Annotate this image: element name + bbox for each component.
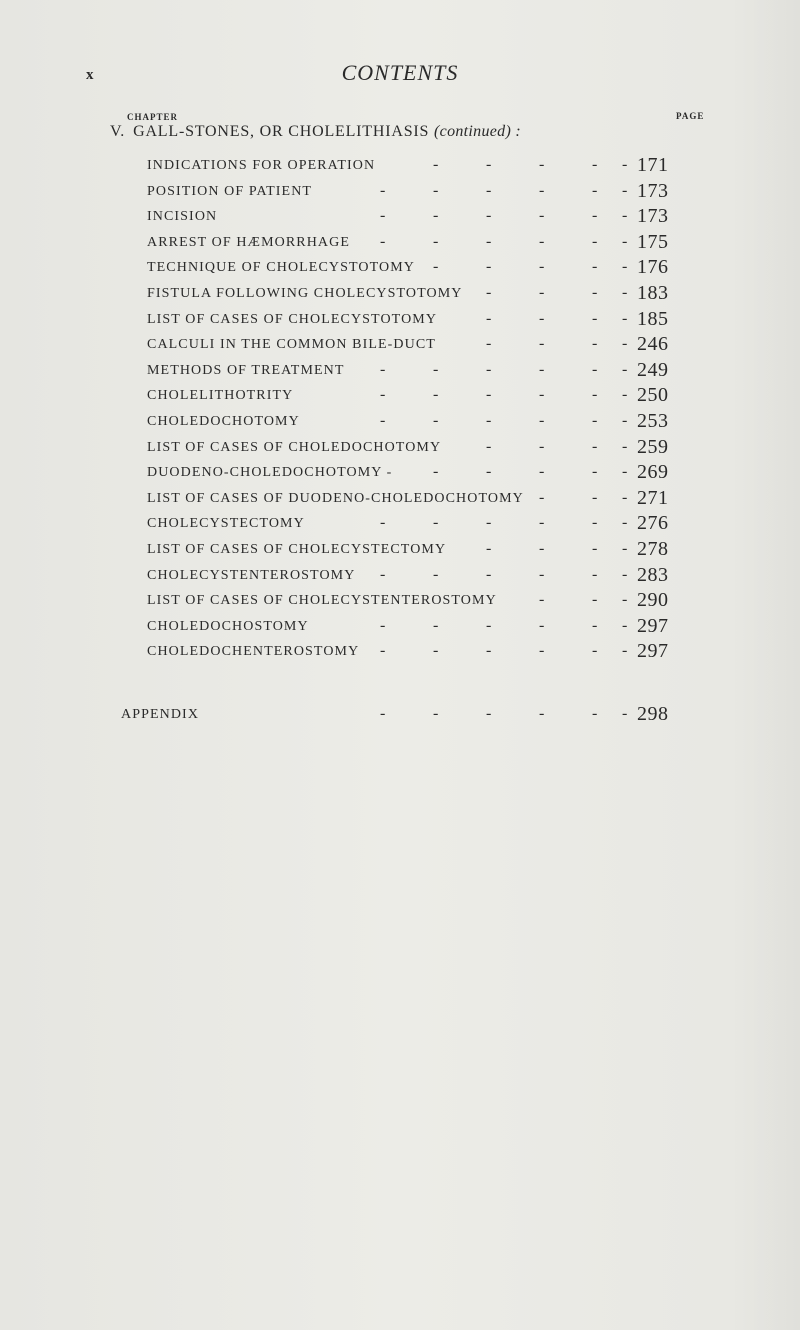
leader-dash: - bbox=[380, 232, 386, 250]
toc-entry bbox=[0, 207, 800, 233]
leader-dash: - bbox=[433, 463, 439, 481]
leader-dash: - bbox=[539, 232, 545, 250]
leader-dash: - bbox=[433, 258, 439, 276]
leader-dash: - bbox=[433, 642, 439, 660]
leader-dash: - bbox=[433, 386, 439, 404]
leader-dash: - bbox=[592, 514, 598, 532]
leader-dash: - bbox=[486, 181, 492, 199]
toc-entry-title: METHODS OF TREATMENT bbox=[147, 362, 345, 378]
leader-dash: - bbox=[622, 156, 628, 173]
toc-entry bbox=[0, 463, 800, 489]
toc-entry-page: 246 bbox=[637, 333, 669, 356]
leader-dash: - bbox=[622, 284, 628, 301]
toc-entry bbox=[0, 412, 800, 438]
leader-dash: - bbox=[486, 258, 492, 276]
leader-dash: - bbox=[486, 437, 492, 455]
toc-entry bbox=[0, 591, 800, 617]
toc-entry-title: LIST OF CASES OF CHOLECYSTECTOMY bbox=[147, 542, 447, 557]
leader-dash: - bbox=[380, 360, 386, 378]
toc-entry-page: 283 bbox=[637, 563, 669, 586]
leader-dash: - bbox=[539, 181, 545, 199]
leader-dash: - bbox=[486, 360, 492, 378]
chapter-continued: (continued) : bbox=[434, 123, 522, 140]
leader-dash: - bbox=[433, 705, 439, 722]
toc-entry-title: APPENDIX bbox=[121, 707, 200, 722]
chapter-title: GALL-STONES, OR CHOLELITHIASIS bbox=[133, 123, 430, 140]
leader-dash: - bbox=[622, 540, 628, 557]
leader-dash: - bbox=[486, 705, 492, 722]
leader-dash: - bbox=[622, 616, 628, 634]
leader-dash: - bbox=[592, 488, 598, 506]
leader-dash: - bbox=[592, 386, 598, 404]
page-number: x bbox=[86, 67, 94, 83]
leader-dash: - bbox=[622, 258, 628, 276]
leader-dash: - bbox=[486, 309, 492, 327]
leader-dash: - bbox=[592, 412, 598, 429]
leader-dash: - bbox=[622, 360, 628, 378]
toc-entry-title: INDICATIONS FOR OPERATION bbox=[147, 158, 376, 173]
leader-dash: - bbox=[622, 591, 628, 609]
toc-entry-page: 175 bbox=[637, 230, 669, 253]
leader-dash: - bbox=[592, 207, 598, 225]
leader-dash: - bbox=[622, 181, 628, 199]
leader-dash: - bbox=[622, 463, 628, 481]
toc-entry-page: 176 bbox=[637, 256, 669, 279]
toc-entry-title: CHOLEDOCHENTEROSTOMY bbox=[147, 644, 360, 660]
toc-entry bbox=[0, 258, 800, 284]
leader-dash: - bbox=[539, 616, 545, 634]
toc-entry bbox=[0, 486, 800, 515]
leader-dash: - bbox=[592, 565, 598, 583]
leader-dash: - bbox=[433, 207, 439, 225]
leader-dash: - bbox=[539, 412, 545, 429]
leader-dash: - bbox=[622, 386, 628, 404]
toc-entry-title: LIST OF CASES OF CHOLEDOCHOTOMY bbox=[147, 439, 442, 455]
leader-dash: - bbox=[622, 705, 628, 722]
leader-dash: - bbox=[592, 156, 598, 173]
leader-dash: - bbox=[539, 309, 545, 327]
leader-dash: - bbox=[486, 616, 492, 634]
page-column-label: PAGE bbox=[676, 111, 705, 121]
toc-entry-title: POSITION OF PATIENT bbox=[147, 183, 313, 199]
leader-dash: - bbox=[486, 386, 492, 404]
leader-dash: - bbox=[433, 412, 439, 429]
toc-entry-title: DUODENO-CHOLEDOCHOTOMY - bbox=[147, 465, 393, 481]
toc-entry-title: CALCULI IN THE COMMON BILE-DUCT bbox=[147, 337, 436, 353]
toc-entry bbox=[0, 642, 800, 668]
leader-dash: - bbox=[592, 591, 598, 609]
leader-dash: - bbox=[539, 514, 545, 532]
leader-dash: - bbox=[592, 437, 598, 455]
leader-dash: - bbox=[539, 335, 545, 353]
leader-dash: - bbox=[486, 335, 492, 353]
toc-entry-title: CHOLEDOCHOTOMY bbox=[147, 414, 300, 429]
leader-dash: - bbox=[539, 488, 545, 506]
toc-entry bbox=[0, 179, 800, 208]
leader-dash: - bbox=[433, 514, 439, 532]
toc-entry-title: TECHNIQUE OF CHOLECYSTOTOMY bbox=[147, 260, 415, 276]
leader-dash: - bbox=[433, 232, 439, 250]
leader-dash: - bbox=[622, 335, 628, 353]
toc-entry bbox=[0, 335, 800, 361]
toc-entry bbox=[0, 156, 800, 182]
toc-entry-title: CHOLECYSTENTEROSTOMY bbox=[147, 567, 356, 583]
leader-dash: - bbox=[539, 386, 545, 404]
leader-dash: - bbox=[433, 181, 439, 199]
toc-entry-page: 269 bbox=[637, 461, 669, 484]
toc-entry-title: LIST OF CASES OF CHOLECYSTOTOMY bbox=[147, 311, 438, 327]
leader-dash: - bbox=[539, 360, 545, 378]
leader-dash: - bbox=[622, 207, 628, 225]
leader-dash: - bbox=[539, 463, 545, 481]
toc-entry bbox=[0, 284, 800, 310]
leader-dash: - bbox=[622, 437, 628, 455]
leader-dash: - bbox=[380, 705, 386, 722]
toc-entry-title: CHOLEDOCHOSTOMY bbox=[147, 618, 309, 634]
leader-dash: - bbox=[380, 386, 386, 404]
leader-dash: - bbox=[592, 284, 598, 301]
leader-dash: - bbox=[539, 156, 545, 173]
leader-dash: - bbox=[380, 181, 386, 199]
toc-entry-page: 297 bbox=[637, 614, 669, 637]
toc-entry-title: LIST OF CASES OF DUODENO-CHOLEDOCHOTOMY bbox=[147, 490, 524, 506]
leader-dash: - bbox=[486, 412, 492, 429]
leader-dash: - bbox=[486, 156, 492, 173]
leader-dash: - bbox=[380, 565, 386, 583]
leader-dash: - bbox=[433, 565, 439, 583]
leader-dash: - bbox=[539, 437, 545, 455]
chapter-heading bbox=[110, 123, 521, 141]
toc-entry bbox=[0, 435, 800, 464]
leader-dash: - bbox=[622, 642, 628, 660]
leader-dash: - bbox=[380, 642, 386, 660]
toc-entry-page: 173 bbox=[637, 205, 669, 228]
leader-dash: - bbox=[592, 463, 598, 481]
leader-dash: - bbox=[380, 616, 386, 634]
leader-dash: - bbox=[539, 642, 545, 660]
toc-entry-title: INCISION bbox=[147, 209, 218, 225]
toc-entry-page: 171 bbox=[637, 154, 669, 176]
toc-entry-title: CHOLELITHOTRITY bbox=[147, 388, 294, 404]
toc-entry-page: 183 bbox=[637, 282, 669, 304]
appendix-entry bbox=[0, 705, 800, 731]
leader-dash: - bbox=[622, 232, 628, 250]
leader-dash: - bbox=[592, 540, 598, 557]
leader-dash: - bbox=[486, 514, 492, 532]
toc-entry bbox=[0, 563, 800, 592]
leader-dash: - bbox=[539, 540, 545, 557]
leader-dash: - bbox=[622, 412, 628, 429]
leader-dash: - bbox=[592, 642, 598, 660]
leader-dash: - bbox=[486, 463, 492, 481]
toc-entry-page: 298 bbox=[637, 703, 669, 725]
leader-dash: - bbox=[486, 284, 492, 301]
toc-entry bbox=[0, 540, 800, 566]
toc-entry-title: FISTULA FOLLOWING CHOLECYSTOTOMY bbox=[147, 286, 463, 301]
leader-dash: - bbox=[539, 565, 545, 583]
toc-entry-title: ARREST OF HÆMORRHAGE bbox=[147, 234, 350, 250]
toc-entry-page: 249 bbox=[637, 358, 669, 381]
toc-entry-page: 276 bbox=[637, 512, 669, 535]
leader-dash: - bbox=[622, 514, 628, 532]
leader-dash: - bbox=[486, 232, 492, 250]
toc-entry-page: 259 bbox=[637, 435, 669, 458]
leader-dash: - bbox=[539, 591, 545, 609]
leader-dash: - bbox=[380, 207, 386, 225]
leader-dash: - bbox=[486, 207, 492, 225]
leader-dash: - bbox=[539, 705, 545, 722]
leader-dash: - bbox=[433, 616, 439, 634]
toc-entry bbox=[0, 514, 800, 540]
leader-dash: - bbox=[592, 309, 598, 327]
leader-dash: - bbox=[539, 207, 545, 225]
toc-entry-page: 297 bbox=[637, 640, 669, 663]
page-title: CONTENTS bbox=[341, 60, 459, 85]
toc-entry-page: 271 bbox=[637, 486, 669, 509]
toc-entry-title: CHOLECYSTECTOMY bbox=[147, 516, 305, 532]
leader-dash: - bbox=[622, 565, 628, 583]
leader-dash: - bbox=[380, 514, 386, 532]
leader-dash: - bbox=[433, 360, 439, 378]
toc-entry-page: 250 bbox=[637, 384, 669, 407]
toc-entry bbox=[0, 230, 800, 259]
leader-dash: - bbox=[486, 540, 492, 557]
toc-entry bbox=[0, 386, 800, 412]
toc-entry-page: 185 bbox=[637, 307, 669, 330]
leader-dash: - bbox=[486, 565, 492, 583]
leader-dash: - bbox=[539, 284, 545, 301]
leader-dash: - bbox=[592, 181, 598, 199]
leader-dash: - bbox=[592, 232, 598, 250]
leader-dash: - bbox=[592, 258, 598, 276]
toc-entry bbox=[0, 358, 800, 387]
toc-entry-page: 290 bbox=[637, 589, 669, 612]
toc-entry-page: 278 bbox=[637, 538, 669, 560]
leader-dash: - bbox=[433, 156, 439, 173]
leader-dash: - bbox=[592, 360, 598, 378]
toc-entry bbox=[0, 307, 800, 336]
toc-entry bbox=[0, 614, 800, 643]
leader-dash: - bbox=[486, 642, 492, 660]
chapter-number: V. bbox=[110, 123, 126, 140]
leader-dash: - bbox=[539, 258, 545, 276]
leader-dash: - bbox=[592, 616, 598, 634]
toc-entry-page: 253 bbox=[637, 410, 669, 432]
leader-dash: - bbox=[622, 488, 628, 506]
leader-dash: - bbox=[622, 309, 628, 327]
toc-entry-page: 173 bbox=[637, 179, 669, 202]
leader-dash: - bbox=[380, 412, 386, 429]
toc-entry-title: LIST OF CASES OF CHOLECYSTENTEROSTOMY bbox=[147, 593, 497, 609]
chapter-column-label: CHAPTER bbox=[127, 112, 179, 122]
leader-dash: - bbox=[592, 335, 598, 353]
leader-dash: - bbox=[592, 705, 598, 722]
